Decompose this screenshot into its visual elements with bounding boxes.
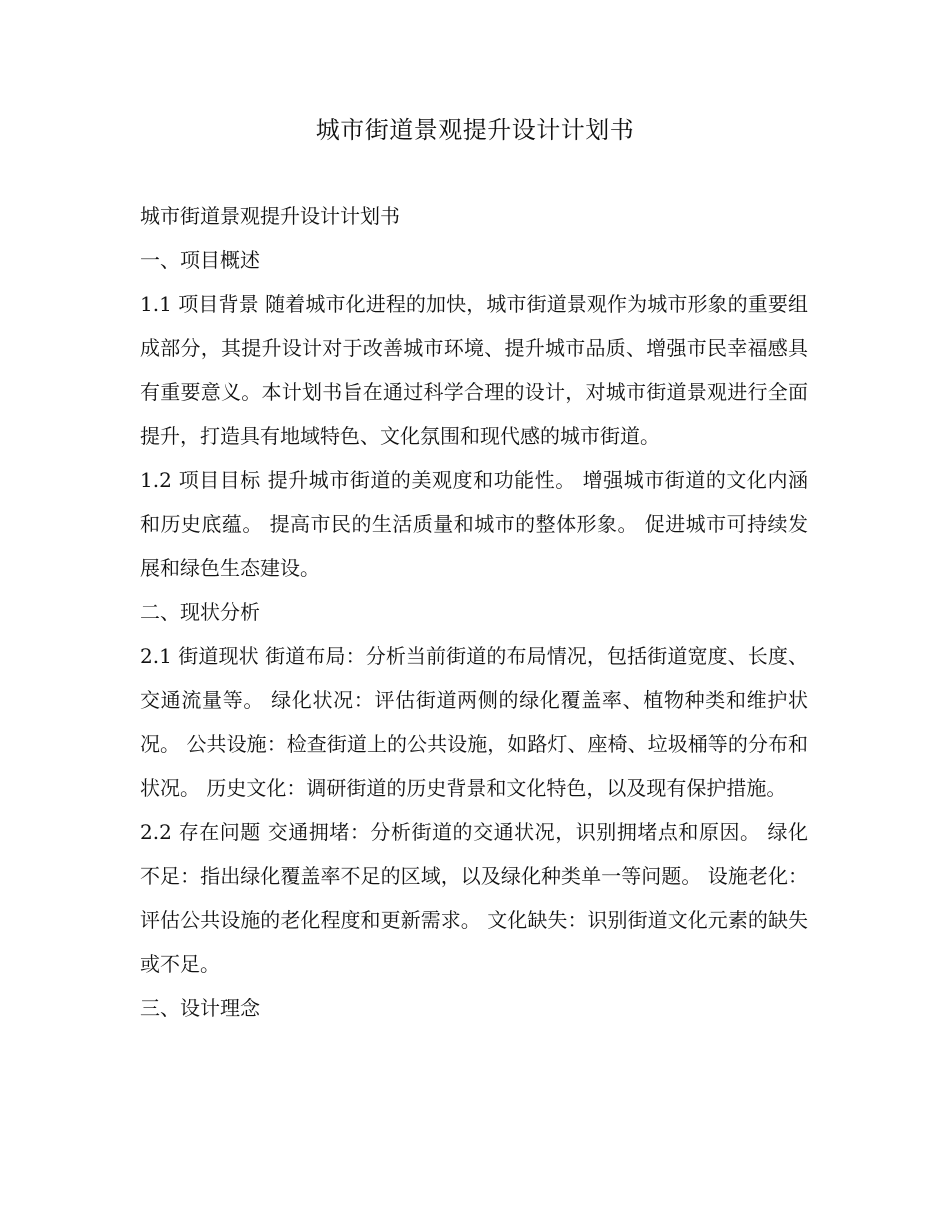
document-body	[140, 194, 808, 1030]
paragraph-1-1: 1.1 项目背景 随着城市化进程的加快，城市街道景观作为城市形象的重要组成部分，其提升设计对于改善城市环境、提升城市品质、增强市民幸福感具有重要意义。本计划书旨在通过科学合理的设计，对城市街道景观进行全面提升，打造具有地域特色、文化氛围和现代感的城市街道。	[140, 292, 808, 448]
section-heading-2: 二、现状分析	[140, 600, 260, 624]
section-heading-3: 三、设计理念	[140, 996, 260, 1020]
section-heading-1: 一、项目概述	[140, 248, 260, 272]
paragraph-2-1: 2.1 街道现状 街道布局：分析当前街道的布局情况，包括街道宽度、长度、交通流量等。 绿化状况：评估街道两侧的绿化覆盖率、植物种类和维护状况。 公共设施：检查街道上的公共设施，如路灯、座椅、垃圾桶等的分布和状况。 历史文化：调研街道的历史背景和文化特色，以及现有保护措施。	[140, 644, 808, 800]
paragraph-2-2: 2.2 存在问题 交通拥堵：分析街道的交通状况，识别拥堵点和原因。 绿化不足：指出绿化覆盖率不足的区域，以及绿化种类单一等问题。 设施老化：评估公共设施的老化程度和更新需求。 文化缺失：识别街道文化元素的缺失或不足。	[140, 820, 808, 976]
paragraph-1-2: 1.2 项目目标 提升城市街道的美观度和功能性。 增强城市街道的文化内涵和历史底蕴。 提高市民的生活质量和城市的整体形象。 促进城市可持续发展和绿色生态建设。	[140, 468, 808, 580]
document-title: 城市街道景观提升设计计划书	[315, 116, 635, 144]
subtitle-paragraph: 城市街道景观提升设计计划书	[140, 204, 400, 228]
